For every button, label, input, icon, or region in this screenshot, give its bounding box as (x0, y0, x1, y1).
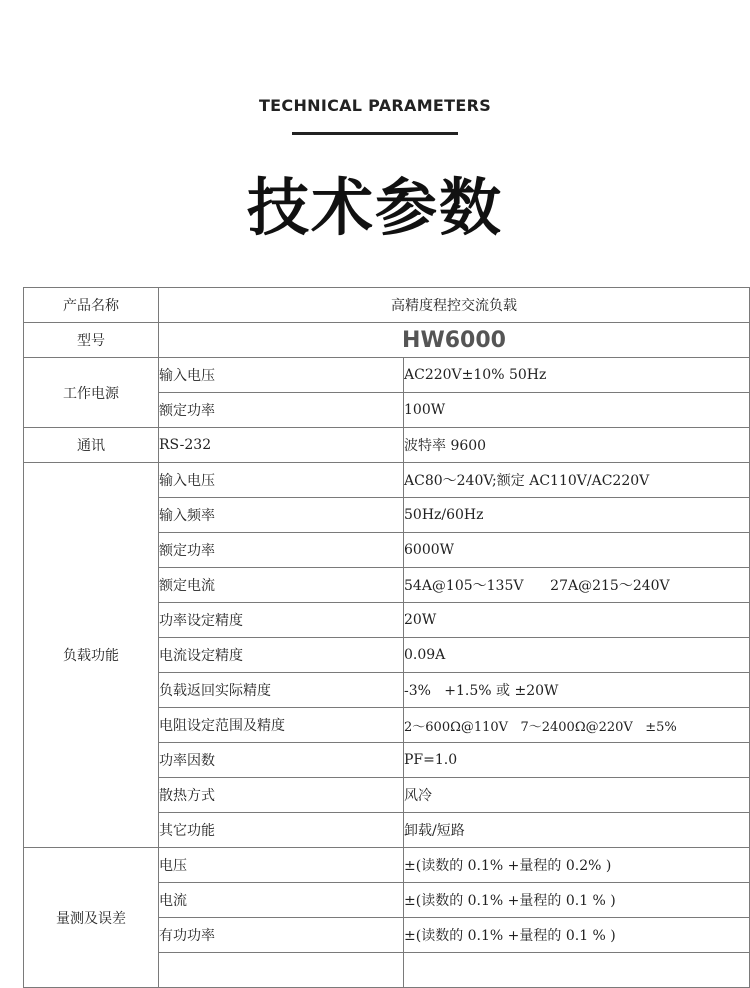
param-value: AC80～240V;额定 AC110V/AC220V (404, 463, 750, 498)
table-row (24, 358, 750, 393)
param-value: 2～600Ω@110V 7～2400Ω@220V ±5% (404, 708, 750, 743)
param-name: 其它功能 (159, 813, 404, 848)
group-label-power-supply: 工作电源 (24, 358, 159, 428)
page-title: 技术参数 (246, 171, 503, 244)
param-name: 有功功率 (159, 918, 404, 953)
param-name: RS-232 (159, 428, 404, 463)
param-value: -3% +1.5% 或 ±20W (404, 673, 750, 708)
param-value: AC220V±10% 50Hz (404, 358, 750, 393)
param-name: 电压 (159, 848, 404, 883)
param-value: 20W (404, 603, 750, 638)
product-name-label: 产品名称 (24, 288, 159, 323)
table-row (24, 323, 750, 358)
product-name-value: 高精度程控交流负载 (159, 288, 750, 323)
param-value: 波特率 9600 (404, 428, 750, 463)
param-value: 0.09A (404, 638, 750, 673)
table-row (24, 463, 750, 498)
model-value: HW6000 (159, 323, 750, 358)
param-name (159, 953, 404, 988)
param-name: 功率因数 (159, 743, 404, 778)
param-value: 6000W (404, 533, 750, 568)
param-name: 功率设定精度 (159, 603, 404, 638)
table-row (24, 288, 750, 323)
model-label: 型号 (24, 323, 159, 358)
param-value: PF=1.0 (404, 743, 750, 778)
param-name: 负载返回实际精度 (159, 673, 404, 708)
param-name: 输入电压 (159, 463, 404, 498)
param-value: 卸载/短路 (404, 813, 750, 848)
param-value: 100W (404, 393, 750, 428)
title-underline (292, 132, 458, 135)
param-value: ±(读数的 0.1% +量程的 0.1 % ) (404, 883, 750, 918)
param-value: ±(读数的 0.1% +量程的 0.1 % ) (404, 918, 750, 953)
param-value (404, 953, 750, 988)
subtitle-en: TECHNICAL PARAMETERS (258, 96, 492, 115)
param-name: 额定电流 (159, 568, 404, 603)
spec-table (23, 287, 750, 988)
group-label-measurement-error: 量测及误差 (24, 848, 159, 988)
param-name: 输入电压 (159, 358, 404, 393)
param-name: 电流设定精度 (159, 638, 404, 673)
param-name: 电阻设定范围及精度 (159, 708, 404, 743)
param-name: 额定功率 (159, 533, 404, 568)
param-value: ±(读数的 0.1% +量程的 0.2% ) (404, 848, 750, 883)
param-value: 风冷 (404, 778, 750, 813)
param-value: 54A@105～135V 27A@215～240V (404, 568, 750, 603)
table-row (24, 848, 750, 883)
group-label-communication: 通讯 (24, 428, 159, 463)
table-row (24, 428, 750, 463)
group-label-load-function: 负载功能 (24, 463, 159, 848)
param-name: 散热方式 (159, 778, 404, 813)
param-name: 输入频率 (159, 498, 404, 533)
param-name: 额定功率 (159, 393, 404, 428)
param-name: 电流 (159, 883, 404, 918)
param-value: 50Hz/60Hz (404, 498, 750, 533)
